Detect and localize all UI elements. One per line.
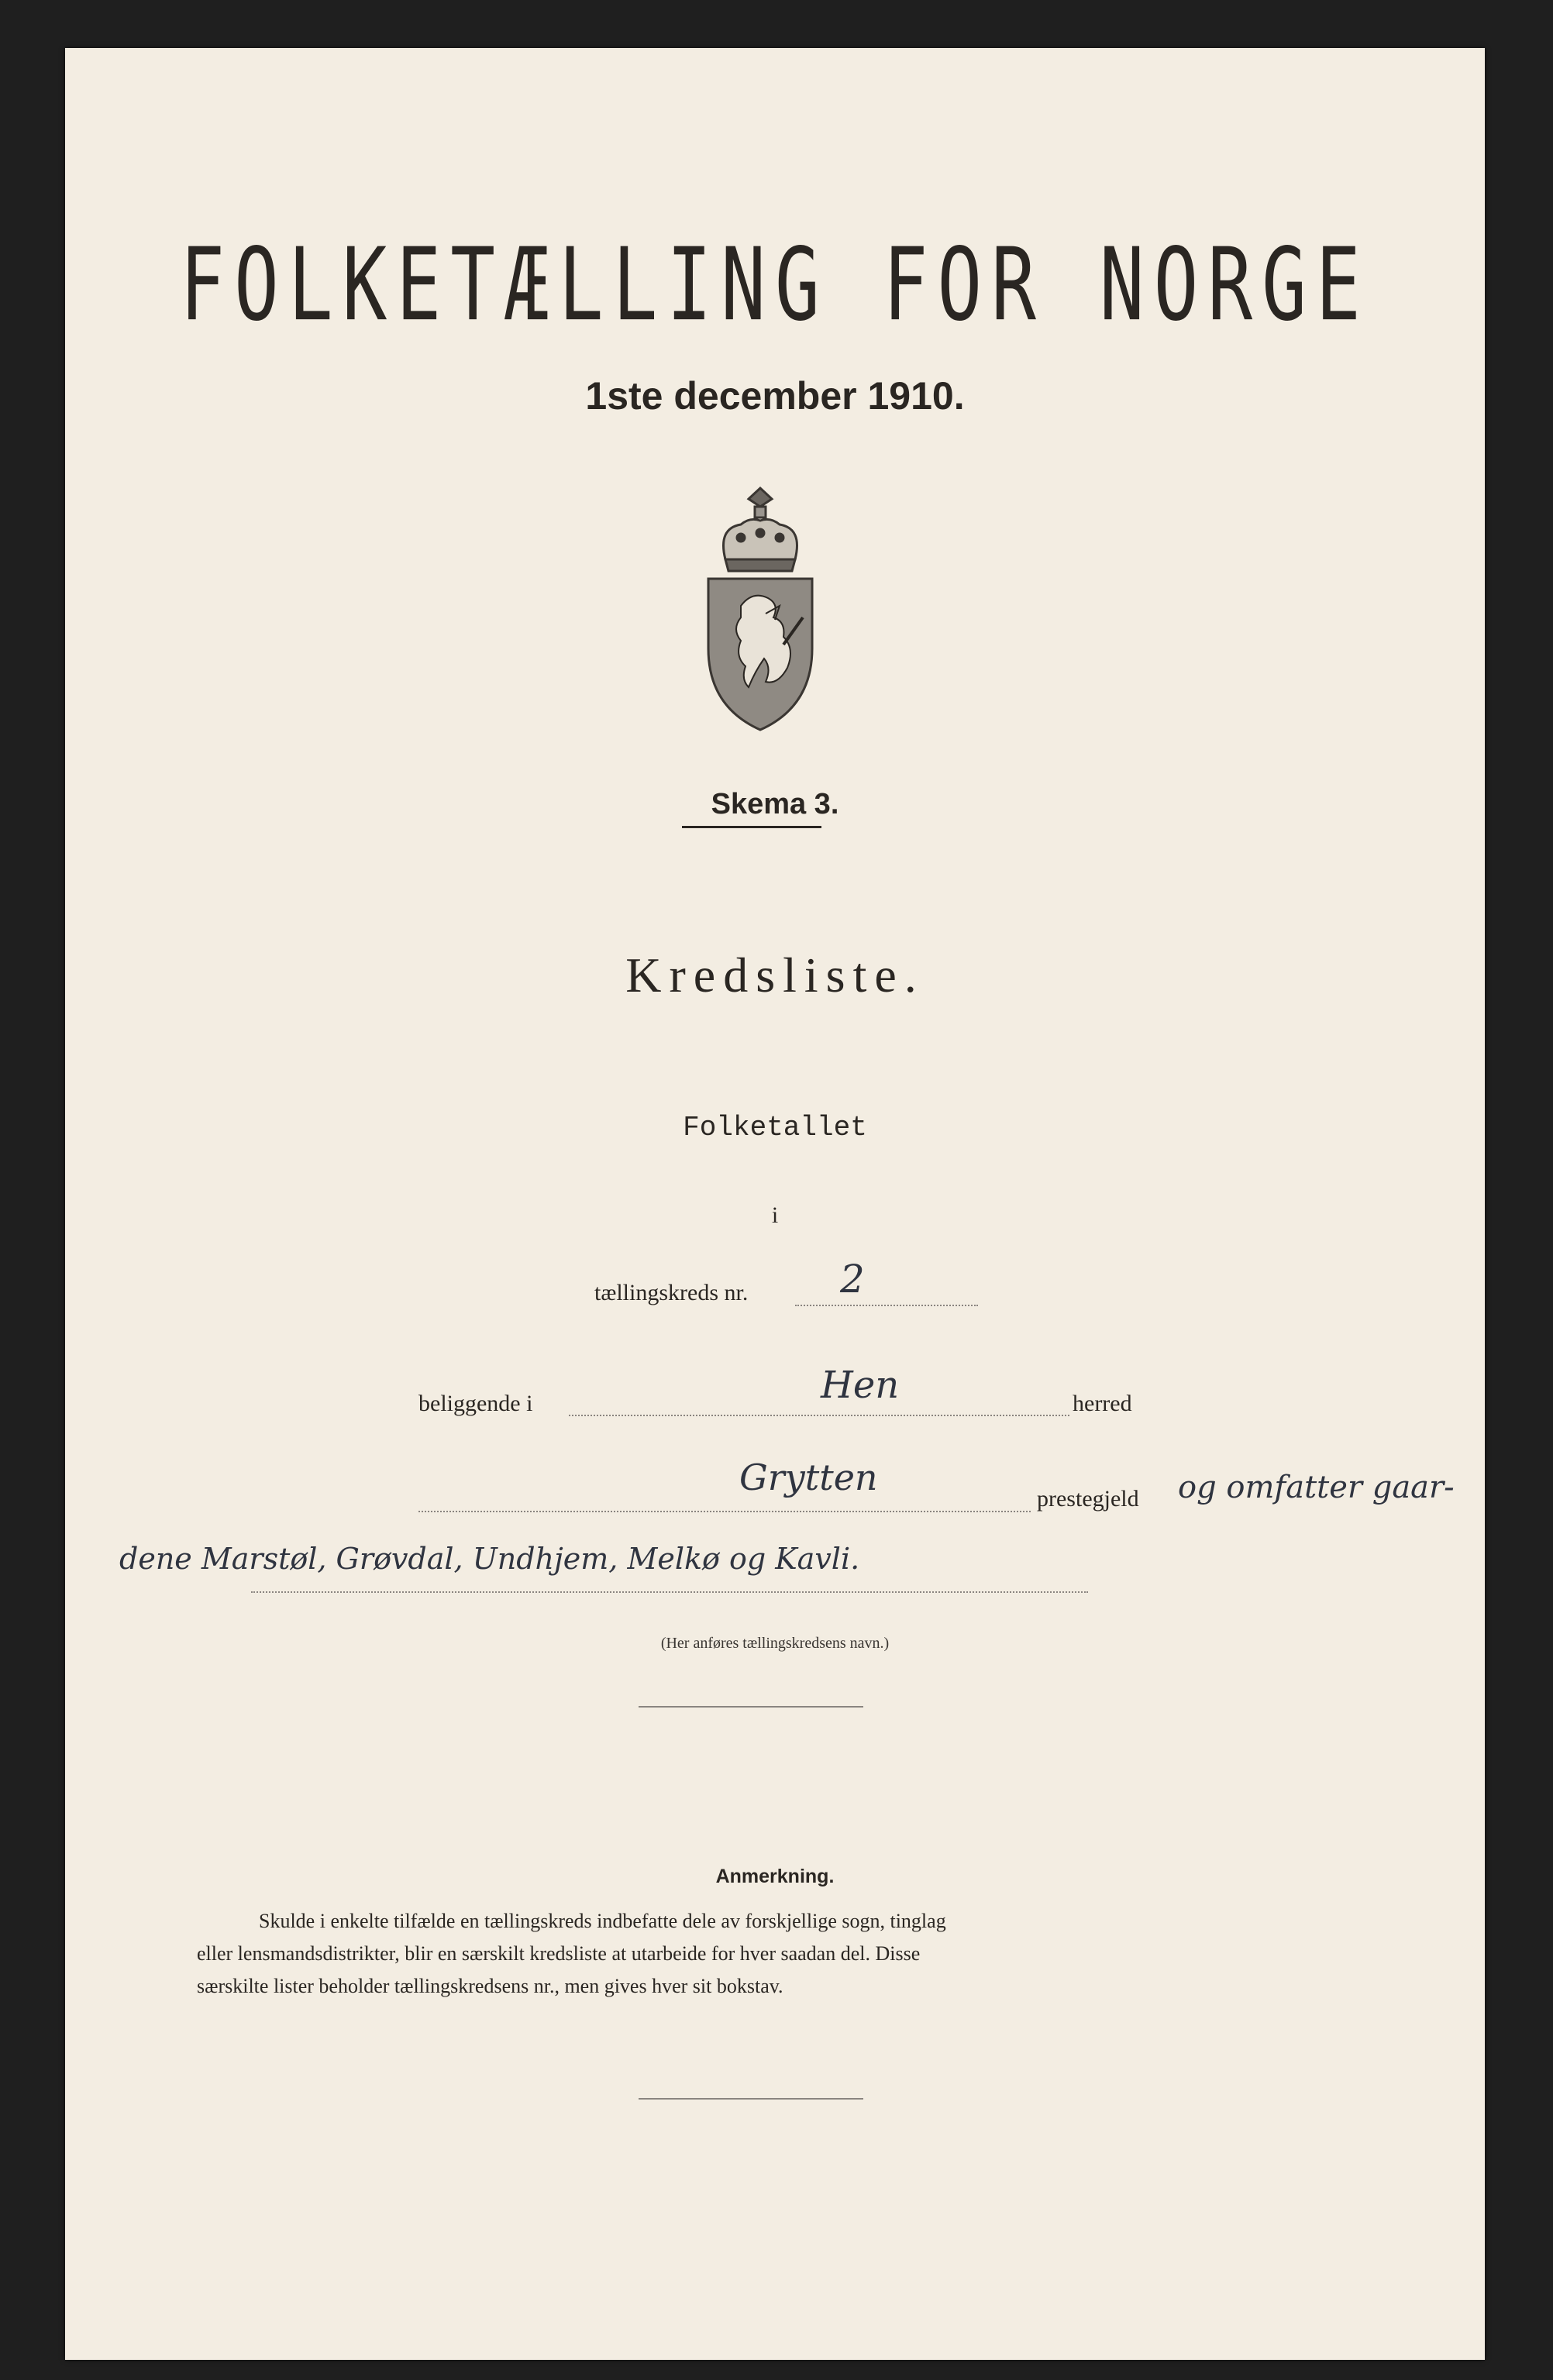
located-prefix-label: beliggende i bbox=[418, 1391, 533, 1416]
population-label: Folketallet bbox=[683, 1112, 867, 1144]
census-form-page bbox=[65, 48, 1485, 2360]
municipality-value: Hen bbox=[821, 1364, 900, 1407]
schema-number: Skema 3. bbox=[711, 788, 839, 820]
preposition: i bbox=[771, 1202, 779, 1228]
remarks-line-3: særskilte lister beholder tællingskredsens nr., men gives hver sit bokstav. bbox=[197, 1975, 783, 1997]
remarks-heading: Anmerkning. bbox=[715, 1866, 835, 1887]
municipality-line bbox=[569, 1415, 1069, 1416]
remarks-line-1: Skulde i enkelte tilfælde en tællingskreds indbefatte dele av forskjellige sogn, tinglag bbox=[259, 1910, 946, 1932]
parish-line bbox=[418, 1511, 1031, 1512]
schema-underline bbox=[682, 826, 821, 828]
district-name-note: (Her anføres tællingskredsens navn.) bbox=[660, 1635, 890, 1652]
remarks-line-2: eller lensmandsdistrikter, blir en særskilt kredsliste at utarbeide for hver saadan del. Disse bbox=[197, 1942, 921, 1965]
located-suffix-label: herred bbox=[1073, 1391, 1132, 1416]
list-title: Kredsliste. bbox=[625, 948, 925, 1003]
parish-name: Grytten bbox=[739, 1457, 878, 1498]
form-date: 1ste december 1910. bbox=[585, 374, 965, 418]
parish-label: prestegjeld bbox=[1037, 1486, 1139, 1512]
norwegian-coat-of-arms-icon bbox=[694, 482, 826, 738]
divider-bottom bbox=[639, 2098, 863, 2100]
divider-top bbox=[639, 1706, 863, 1708]
form-title: FOLKETÆLLING FOR NORGE bbox=[180, 226, 1370, 344]
district-number-value: 2 bbox=[840, 1257, 865, 1302]
parish-continuation-1: og omfatter gaar- bbox=[1178, 1470, 1455, 1505]
parish-continuation-2: dene Marstøl, Grøvdal, Undhjem, Melkø og Kavli. bbox=[119, 1542, 860, 1576]
district-name-line bbox=[251, 1591, 1088, 1593]
district-number-label: tællingskreds nr. bbox=[594, 1280, 749, 1305]
district-number-line bbox=[795, 1305, 978, 1306]
